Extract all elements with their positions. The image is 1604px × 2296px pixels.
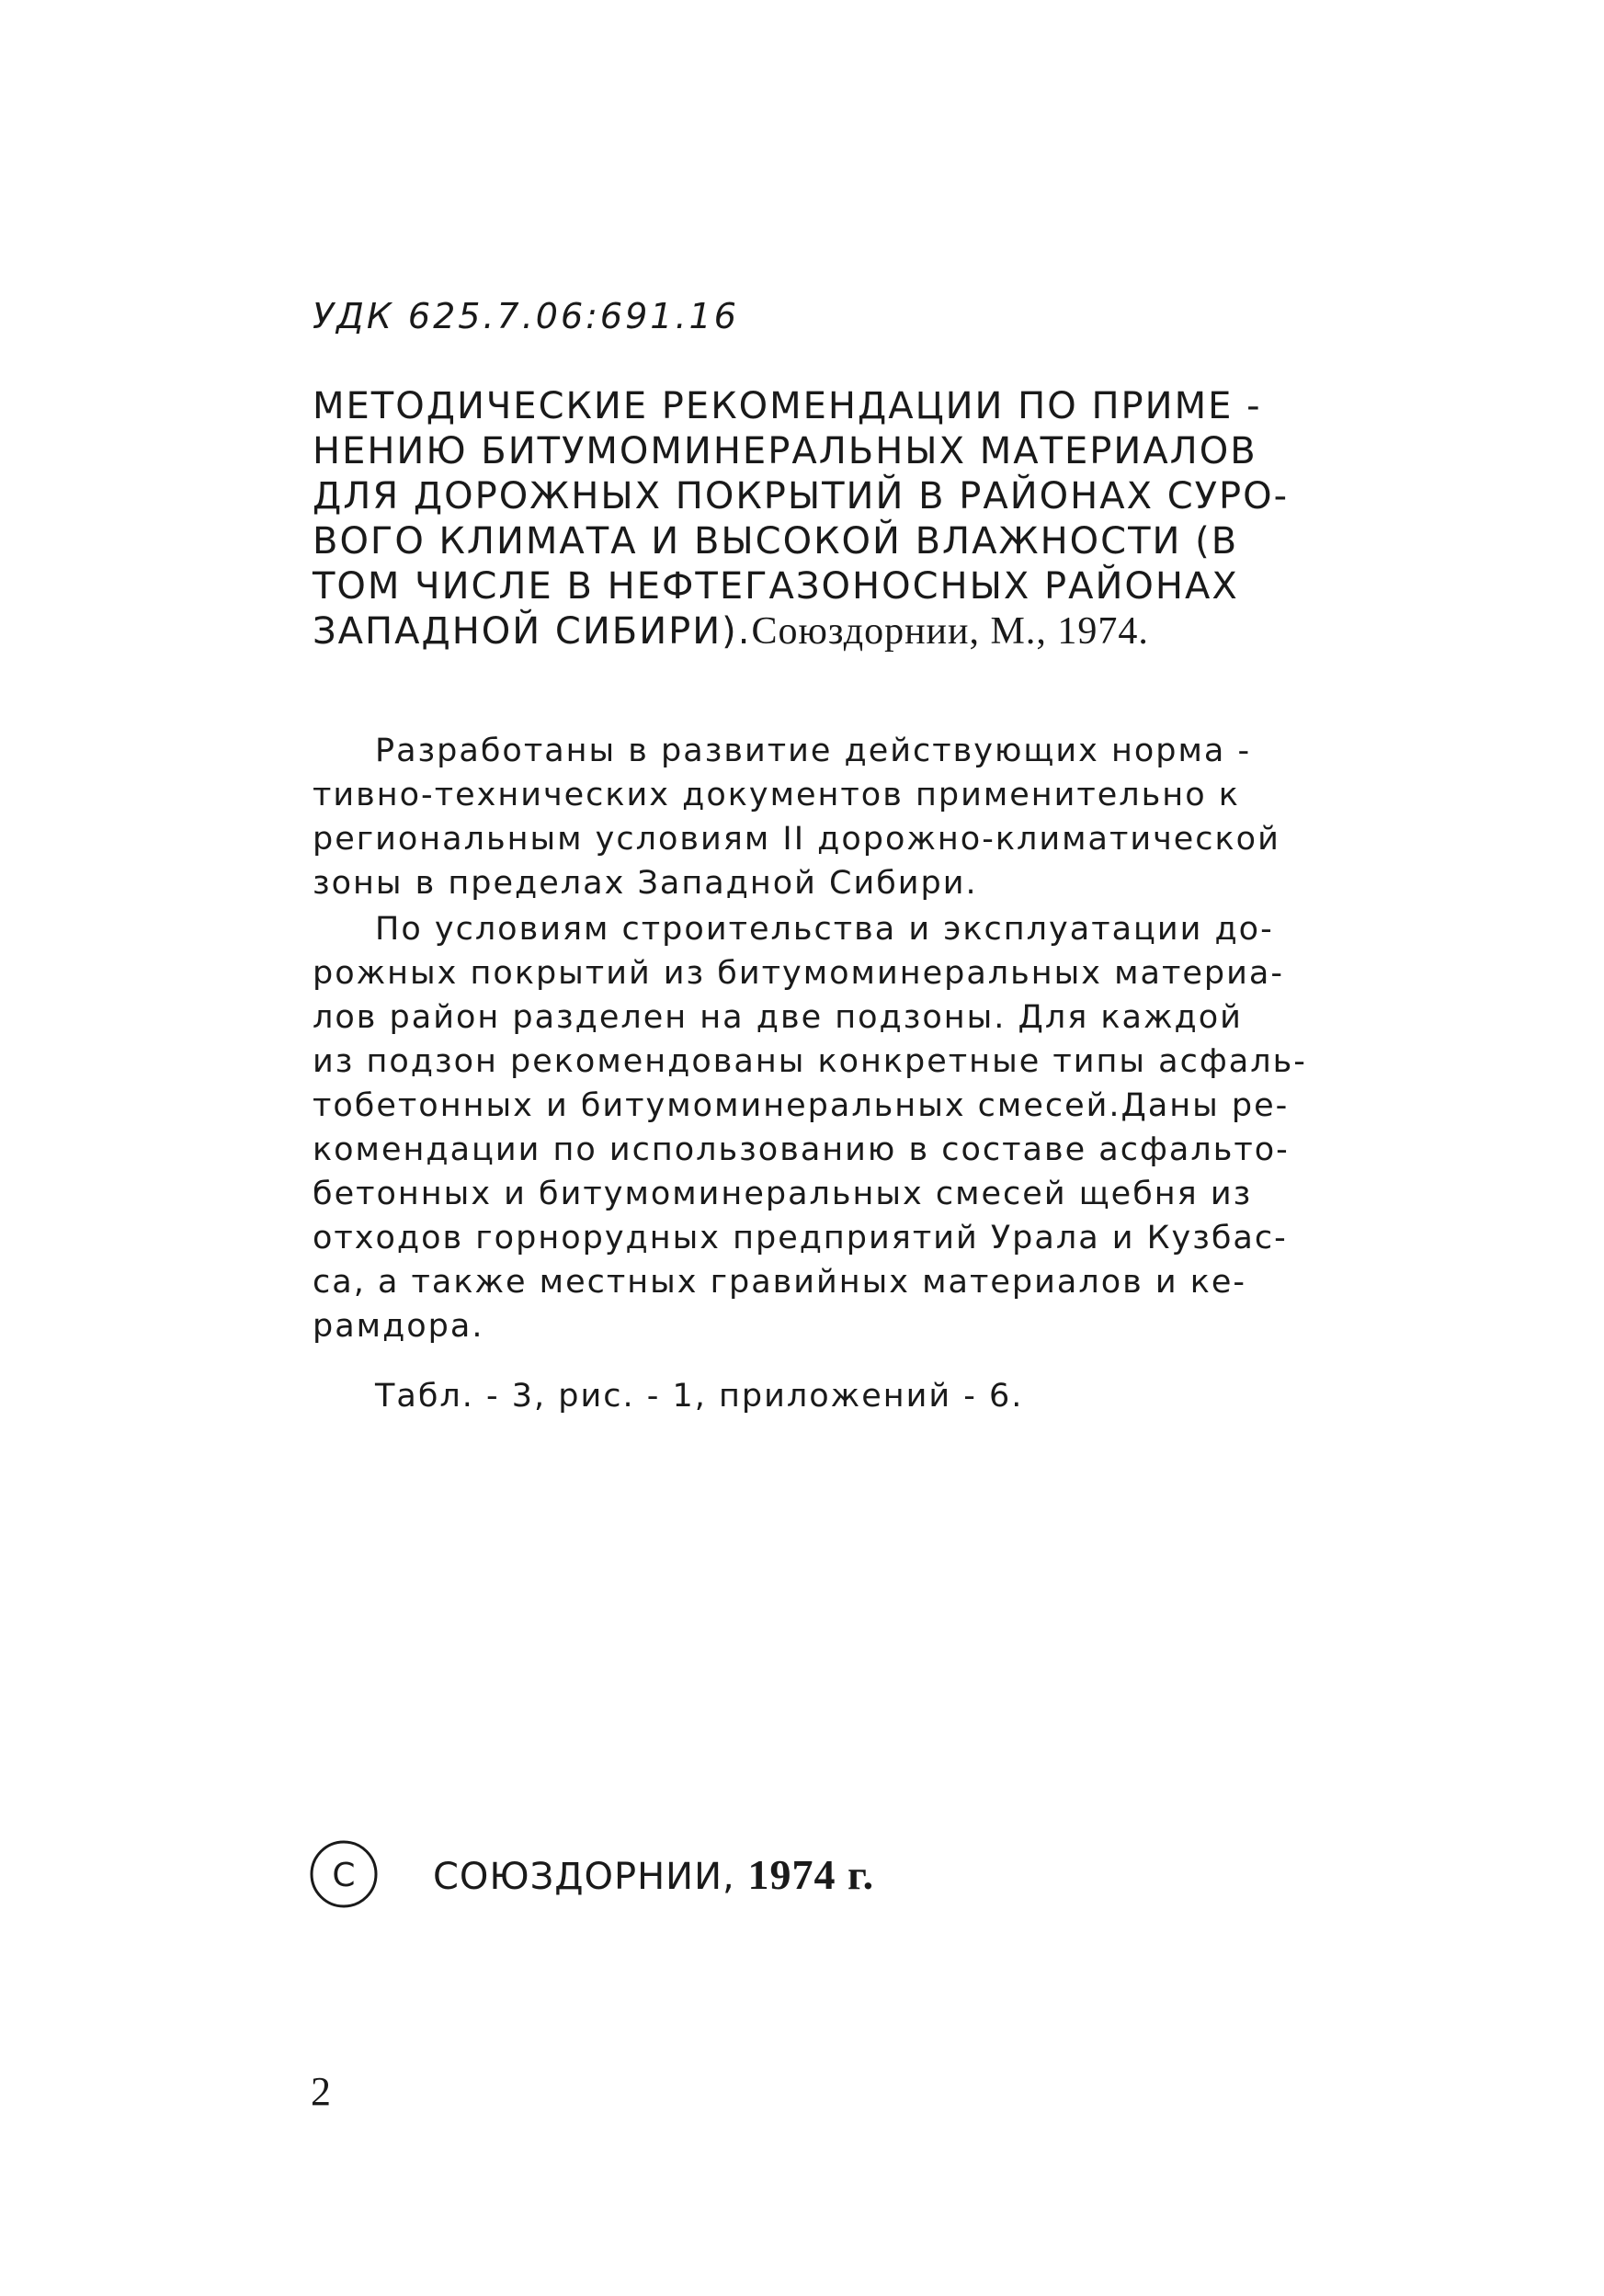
text-line: региональным условиям II дорожно-климатической (313, 821, 1280, 858)
copyright-text (433, 1850, 874, 1899)
copyright-year: 1974 г. (747, 1850, 875, 1898)
biblio-line: ВОГО КЛИМАТА И ВЫСОКОЙ ВЛАЖНОСТИ (В (313, 520, 1239, 563)
copyright-icon (308, 1838, 380, 1910)
bibliographic-description (313, 384, 1360, 654)
text-line: тобетонных и битумоминеральных смесей.Даны ре- (313, 1087, 1290, 1124)
biblio-last-line-caps: ЗАПАДНОЙ СИБИРИ). (313, 610, 752, 653)
biblio-line: ТОМ ЧИСЛЕ В НЕФТЕГАЗОНОСНЫХ РАЙОНАХ (313, 565, 1239, 608)
text-line: рамдора. (313, 1308, 484, 1345)
summary-line: Табл. - 3, рис. - 1, приложений - 6. (375, 1378, 1024, 1415)
text-line: рожных покрытий из битумоминеральных материа- (313, 955, 1284, 992)
text-line: из подзон рекомендованы конкретные типы асфаль- (313, 1043, 1307, 1080)
text-line: отходов горнорудных предприятий Урала и Кузбас- (313, 1220, 1288, 1256)
text-line: тивно-технических документов применительно к (313, 777, 1240, 813)
udc-code: УДК 625.7.06:691.16 (313, 296, 739, 336)
biblio-publisher: Союздорнии, М., 1974. (751, 610, 1149, 653)
biblio-line: ДЛЯ ДОРОЖНЫХ ПОКРЫТИЙ В РАЙОНАХ СУРО- (313, 475, 1290, 517)
copyright-notice (308, 1838, 874, 1910)
biblio-line: МЕТОДИЧЕСКИЕ РЕКОМЕНДАЦИИ ПО ПРИМЕ - (313, 385, 1262, 427)
copyright-holder: СОЮЗДОРНИИ, (433, 1855, 735, 1898)
page-number: 2 (311, 2069, 331, 2114)
abstract-paragraph-1 (313, 729, 1360, 905)
biblio-last-line (313, 609, 1360, 654)
text-line: зоны в пределах Западной Сибири. (313, 865, 978, 902)
biblio-line: НЕНИЮ БИТУМОМИНЕРАЛЬНЫХ МАТЕРИАЛОВ (313, 430, 1257, 472)
text-line: бетонных и битумоминеральных смесей щебня из (313, 1176, 1253, 1212)
text-line: По условиям строительства и эксплуатации до- (375, 911, 1274, 948)
text-line: Разработаны в развитие действующих норма - (375, 733, 1252, 769)
abstract (313, 729, 1360, 1418)
copyright-symbol: C (332, 1857, 356, 1894)
text-line: лов район разделен на две подзоны. Для каждой (313, 999, 1243, 1036)
text-line: комендации по использованию в составе асфальто- (313, 1131, 1290, 1168)
abstract-paragraph-2 (313, 907, 1360, 1348)
text-line: са, а также местных гравийных материалов и ке- (313, 1264, 1247, 1301)
abstract-summary (313, 1374, 1360, 1418)
